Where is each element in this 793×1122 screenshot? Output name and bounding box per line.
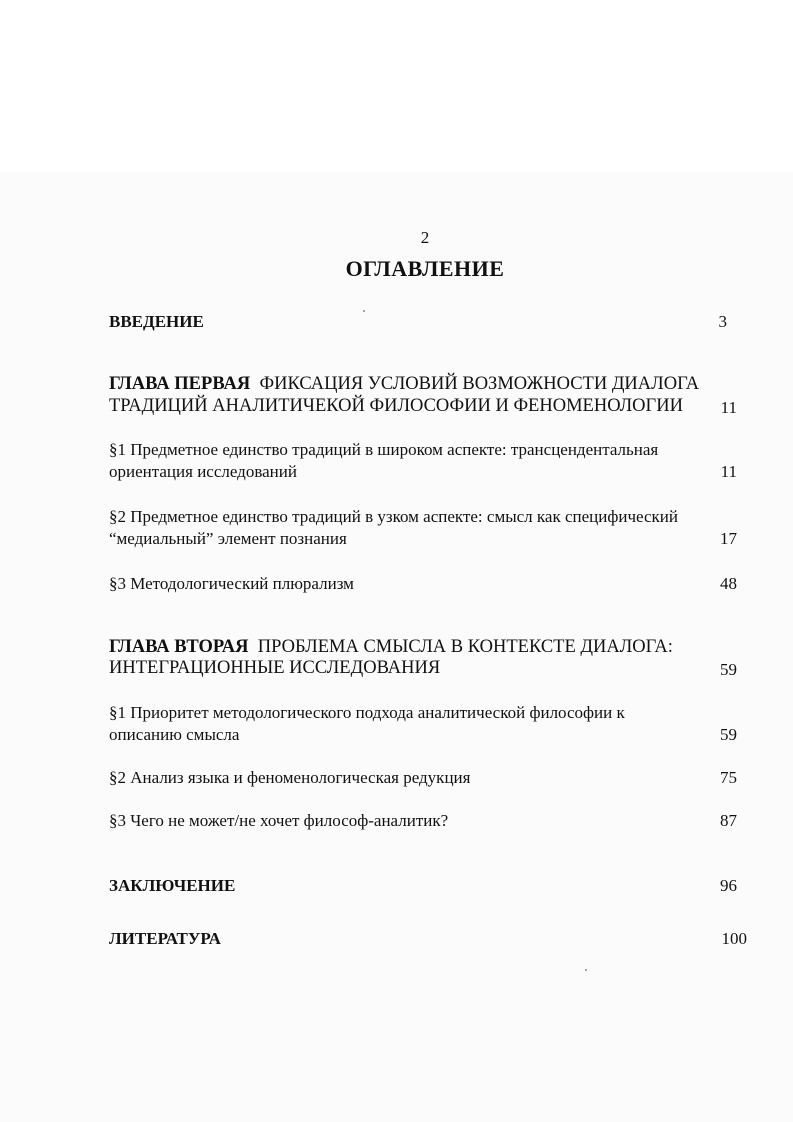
chapter1-section2-line2: “медиальный” элемент познания	[109, 529, 347, 548]
toc-conclusion-page: 96	[720, 876, 737, 895]
chapter1-section1-line1: §1 Предметное единство традиций в широком аспекте: трансцендентальная	[109, 440, 659, 459]
chapter2-label: ГЛАВА ВТОРАЯ	[109, 637, 249, 657]
scan-speck	[363, 310, 365, 312]
chapter2-section1-line2: описанию смысла	[109, 725, 240, 744]
toc-literature-label: ЛИТЕРАТУРА	[109, 929, 221, 948]
chapter2-page: 59	[720, 660, 737, 679]
toc-introduction-page: 3	[718, 312, 727, 331]
chapter1-section2-page: 17	[720, 529, 737, 548]
chapter2-section3-page: 87	[720, 811, 737, 830]
chapter2-section1-page: 59	[720, 725, 737, 744]
chapter1-title-line2: ТРАДИЦИЙ АНАЛИТИЧЕКОЙ ФИЛОСОФИИ И ФЕНОМЕНОЛОГИИ	[109, 396, 683, 416]
scan-speck	[585, 969, 587, 971]
toc-introduction-label: ВВЕДЕНИЕ	[109, 312, 204, 331]
chapter1-section3-page: 48	[720, 574, 737, 593]
chapter2-section2-page: 75	[720, 768, 737, 787]
chapter1-heading-line1	[109, 374, 699, 395]
chapter1-title-line1: ФИКСАЦИЯ УСЛОВИЙ ВОЗМОЖНОСТИ ДИАЛОГА	[259, 374, 700, 394]
chapter2-title-line1: ПРОБЛЕМА СМЫСЛА В КОНТЕКСТЕ ДИАЛОГА:	[257, 637, 673, 657]
chapter2-section3-label: §3 Чего не может/не хочет философ-аналитик?	[109, 811, 449, 830]
chapter2-section2-label: §2 Анализ языка и феноменологическая редукция	[109, 768, 471, 787]
chapter1-page: 11	[720, 398, 737, 417]
chapter1-section2-line1: §2 Предметное единство традиций в узком аспекте: смысл как специфический	[109, 507, 678, 526]
chapter2-title-line2: ИНТЕГРАЦИОННЫЕ ИССЛЕДОВАНИЯ	[109, 658, 441, 678]
chapter2-heading-line1	[109, 637, 673, 658]
chapter1-label: ГЛАВА ПЕРВАЯ	[109, 374, 251, 394]
page-number: 2	[420, 228, 430, 247]
toc-title: ОГЛАВЛЕНИЕ	[345, 256, 505, 281]
toc-conclusion-label: ЗАКЛЮЧЕНИЕ	[109, 876, 236, 895]
chapter1-section1-page: 11	[720, 462, 737, 481]
toc-literature-page: 100	[721, 929, 747, 948]
chapter1-section1-line2: ориентация исследований	[109, 462, 297, 481]
chapter1-section3-label: §3 Методологический плюрализм	[109, 574, 354, 593]
chapter2-section1-line1: §1 Приоритет методологического подхода аналитической философии к	[109, 703, 625, 722]
